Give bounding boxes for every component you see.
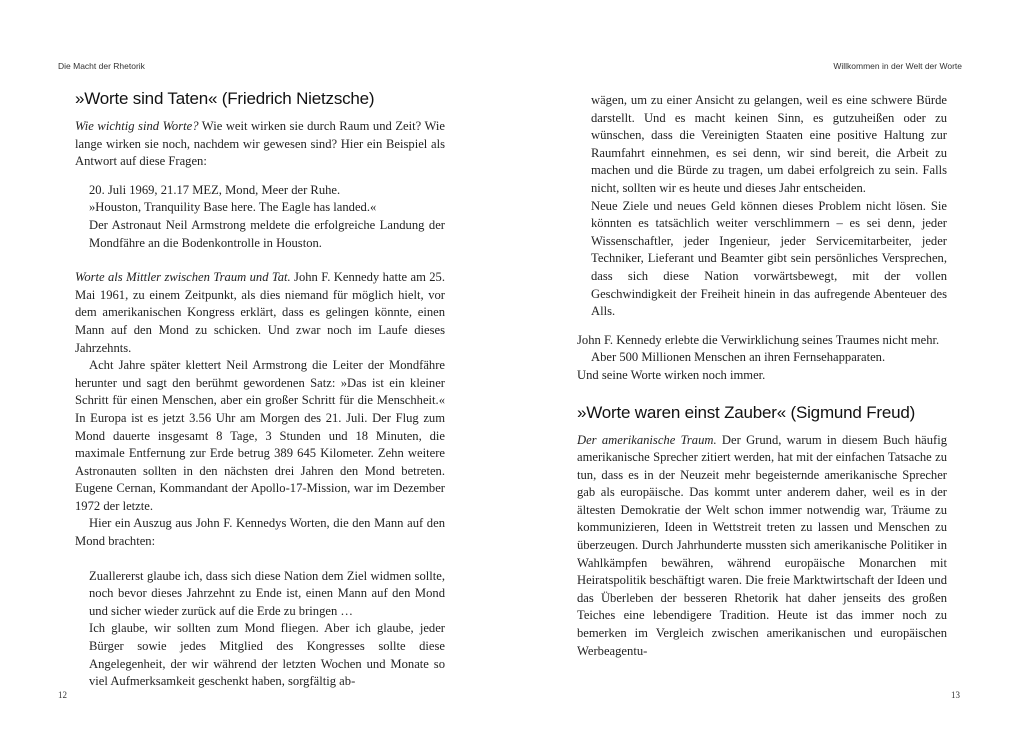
kennedy-text: John F. Kennedy hatte am 25. Mai 1961, zu einem Zeitpunkt, als dies niemand für möglich hielt, vor dem amerikanischen Kongress erklärt, dass es gelingen könnte, einen Mann auf den Mond zu schicken. Und zwar noch im Laufe dieses Jahrzehnts.	[75, 270, 445, 355]
quote-line: »Houston, Tranquility Base here. The Eagle has landed.«	[89, 200, 377, 215]
section-heading-nietzsche: »Worte sind Taten« (Friedrich Nietzsche)	[75, 89, 375, 108]
running-head-left: Die Macht der Rhetorik	[58, 61, 145, 71]
intro-paragraph	[75, 118, 445, 171]
quote-line: wägen, um zu einer Ansicht zu gelangen, weil es eine schwere Bürde darstellt. Und es macht keinen Sinn, es gutzuheißen oder zu wünschen, dass die Vereinigten Staaten eine positive Haltung zur Raumfahrt einnehmen, es sei denn, wir sind bereit, die Arbeit zu machen und die Bürde zu tragen, um dabei erfolgreich zu sein. Falls nicht, sollten wir es heute und dieses Jahr entscheiden.	[591, 93, 947, 195]
kennedy-quote-block	[75, 568, 445, 691]
kennedy-italic-lead: Worte als Mittler zwischen Traum und Tat.	[75, 270, 291, 285]
excerpt-intro-paragraph: Hier ein Auszug aus John F. Kennedys Worten, die den Mann auf den Mond brachten:	[75, 516, 445, 549]
intro-italic-lead: Wie wichtig sind Worte?	[75, 119, 199, 133]
american-dream-paragraph	[577, 432, 947, 661]
quote-line: Der Astronaut Neil Armstrong meldete die erfolgreiche Landung der Mondfähre an die Bodenkontrolle in Houston.	[89, 217, 445, 250]
american-dream-text: Der Grund, warum in diesem Buch häufig amerikanische Sprecher zitiert werden, hat mit der einfachen Tatsache zu tun, dass es in der Neuzeit mehr begeisternde amerikanische Sprecher gab als europäische. Das kommt unter anderem daher, weil es in der ältesten Demokratie der Welt schon immer notwendig war, Träume zu kommunizieren, Ideen in Wettstreit treten zu lassen und Menschen zu überzeugen. Durch Jahrhunderte mussten sich amerikanische Politiker in Wahlkämpfen bewähren, während europäische Monarchen mit Heiratspolitik beschäftigt waren. Die freie Marktwirtschaft der Ideen und das Überleben der besseren Rhetorik hat daher jenseits des großen Teiches eine lebendigere Tradition. Heute ist das immer noch zu bemerken im Vergleich zwischen amerikanischen und europäischen Werbeagentu-	[577, 432, 947, 658]
page-number-left: 12	[58, 690, 67, 700]
left-text-column	[75, 88, 445, 691]
right-text-column	[577, 92, 947, 660]
quote-line: 20. Juli 1969, 21.17 MEZ, Mond, Meer der Ruhe.	[89, 182, 341, 197]
quote-line: Zuallererst glaube ich, dass sich diese Nation dem Ziel widmen sollte, noch bevor dieses Jahrzehnt zu Ende ist, einen Mann auf den Mond und sicher wieder zurück auf die Erde zu bringen …	[89, 568, 445, 618]
audience-paragraph: Aber 500 Millionen Menschen an ihren Fernsehapparaten.	[591, 350, 886, 365]
kennedy-quote-continued	[577, 92, 947, 321]
armstrong-paragraph: Acht Jahre später klettert Neil Armstrong die Leiter der Mondfähre herunter und sagt den berühmt gewordenen Satz: »Das ist ein kleiner Schritt für einen Menschen, aber ein großer Schritt für die Menschheit.« In Europa ist es jetzt 3.56 Uhr am Morgen des 21. Juli. Der Flug zum Mond dauerte insgesamt 8 Tage, 3 Stunden und 18 Minuten, die maximale Entfernung zur Erde betrug 389 645 Kilometer. Zehn weitere Astronauten sollten in den nächsten drei Jahren den Mond betreten. Eugene Cernan, Kommandant der Apollo-17-Mission, war im Dezember 1972 der letzte.	[75, 358, 445, 513]
kennedy-paragraph	[75, 269, 445, 357]
quote-line: Neue Ziele und neues Geld können dieses Problem nicht lösen. Sie könnten es tatsächlich weiter verschlimmern – es sei denn, jeder Wissenschaftler, jeder Ingenieur, jeder Servicemitarbeiter, jeder Techniker, Lieferant und Beamter gibt sein persönliches Versprechen, dass sich diese Nation vorwärtsbewegt, mit der vollen Geschwindigkeit der Freiheit hinein in das aufregende Abenteuer des Alls.	[591, 198, 947, 319]
american-dream-italic-lead: Der amerikanische Traum.	[577, 432, 717, 447]
words-paragraph: Und seine Worte wirken noch immer.	[577, 367, 766, 382]
section-heading-freud: »Worte waren einst Zauber« (Sigmund Freud)	[577, 402, 916, 422]
legacy-paragraph: John F. Kennedy erlebte die Verwirklichung seines Traumes nicht mehr.	[577, 332, 940, 347]
right-page	[510, 0, 1020, 756]
running-head-right: Willkommen in der Welt der Worte	[833, 61, 962, 71]
quote-line: Ich glaube, wir sollten zum Mond fliegen. Aber ich glaube, jeder Bürger sowie jedes Mitglied des Kongresses sollte diese Angelegenheit, der wir während der letzten Wochen und Monate so viel Aufmerksamkeit geschenkt haben, sorgfältig ab-	[89, 621, 445, 689]
intro-text: Wie weit wirken sie durch Raum und Zeit? Wie lange wirken sie noch, nachdem wir gewesen sind? Hier ein Beispiel als Antwort auf diese Fragen:	[75, 119, 445, 169]
page-number-right: 13	[951, 690, 960, 700]
armstrong-quote-block	[75, 182, 445, 252]
